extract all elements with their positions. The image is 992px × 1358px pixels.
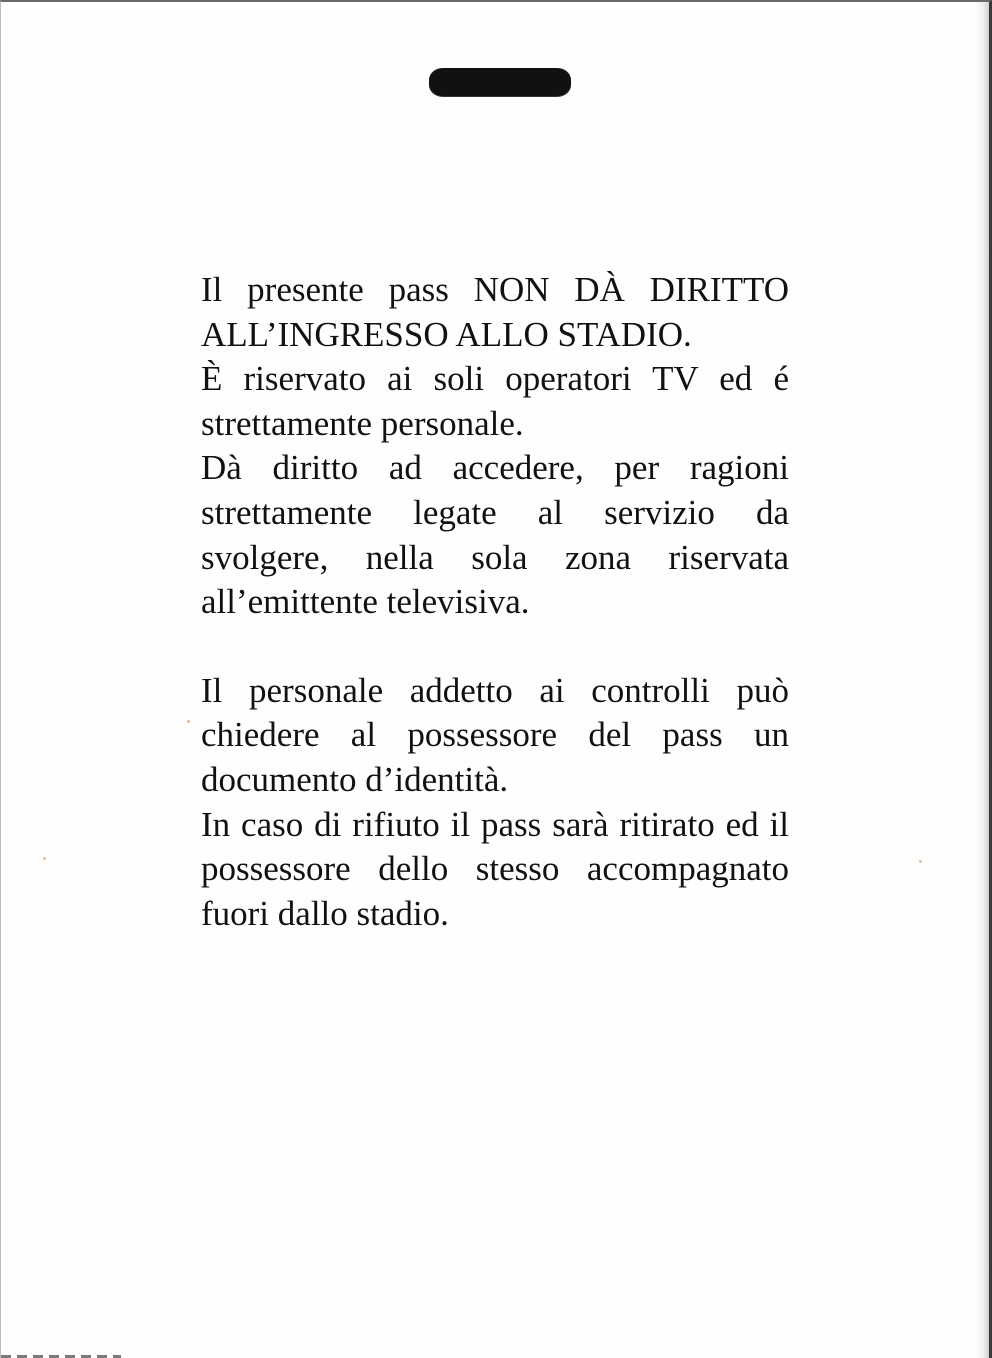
paper-speck <box>43 857 46 860</box>
rule-reserved-zone-access: Dà diritto ad accedere, per ragioni strettamente legate al servizio da svolgere, nella sola zona riservata all’emittente televisiva. <box>201 448 789 622</box>
paragraph-gap <box>201 625 789 669</box>
paper-speck <box>919 860 922 863</box>
rule-tv-operators-only: È riservato ai soli operatori TV ed é strettamente personale. <box>201 359 789 443</box>
card-edge-shadow <box>975 2 989 1358</box>
pass-rules-text <box>201 268 789 936</box>
rule-refusal-consequence: In caso di rifiuto il pass sarà ritirato ed il possessore dello stesso accompagnato fuori dallo stadio. <box>201 804 789 933</box>
paper-speck <box>187 720 190 723</box>
rule-no-entry: Il presente pass NON DÀ DIRITTO ALL’INGRESSO ALLO STADIO. <box>201 270 789 354</box>
lanyard-slot-hole <box>429 68 571 96</box>
rule-identity-check: Il personale addetto ai controlli può chiedere al possessore del pass un documento d’identità. <box>201 670 789 799</box>
